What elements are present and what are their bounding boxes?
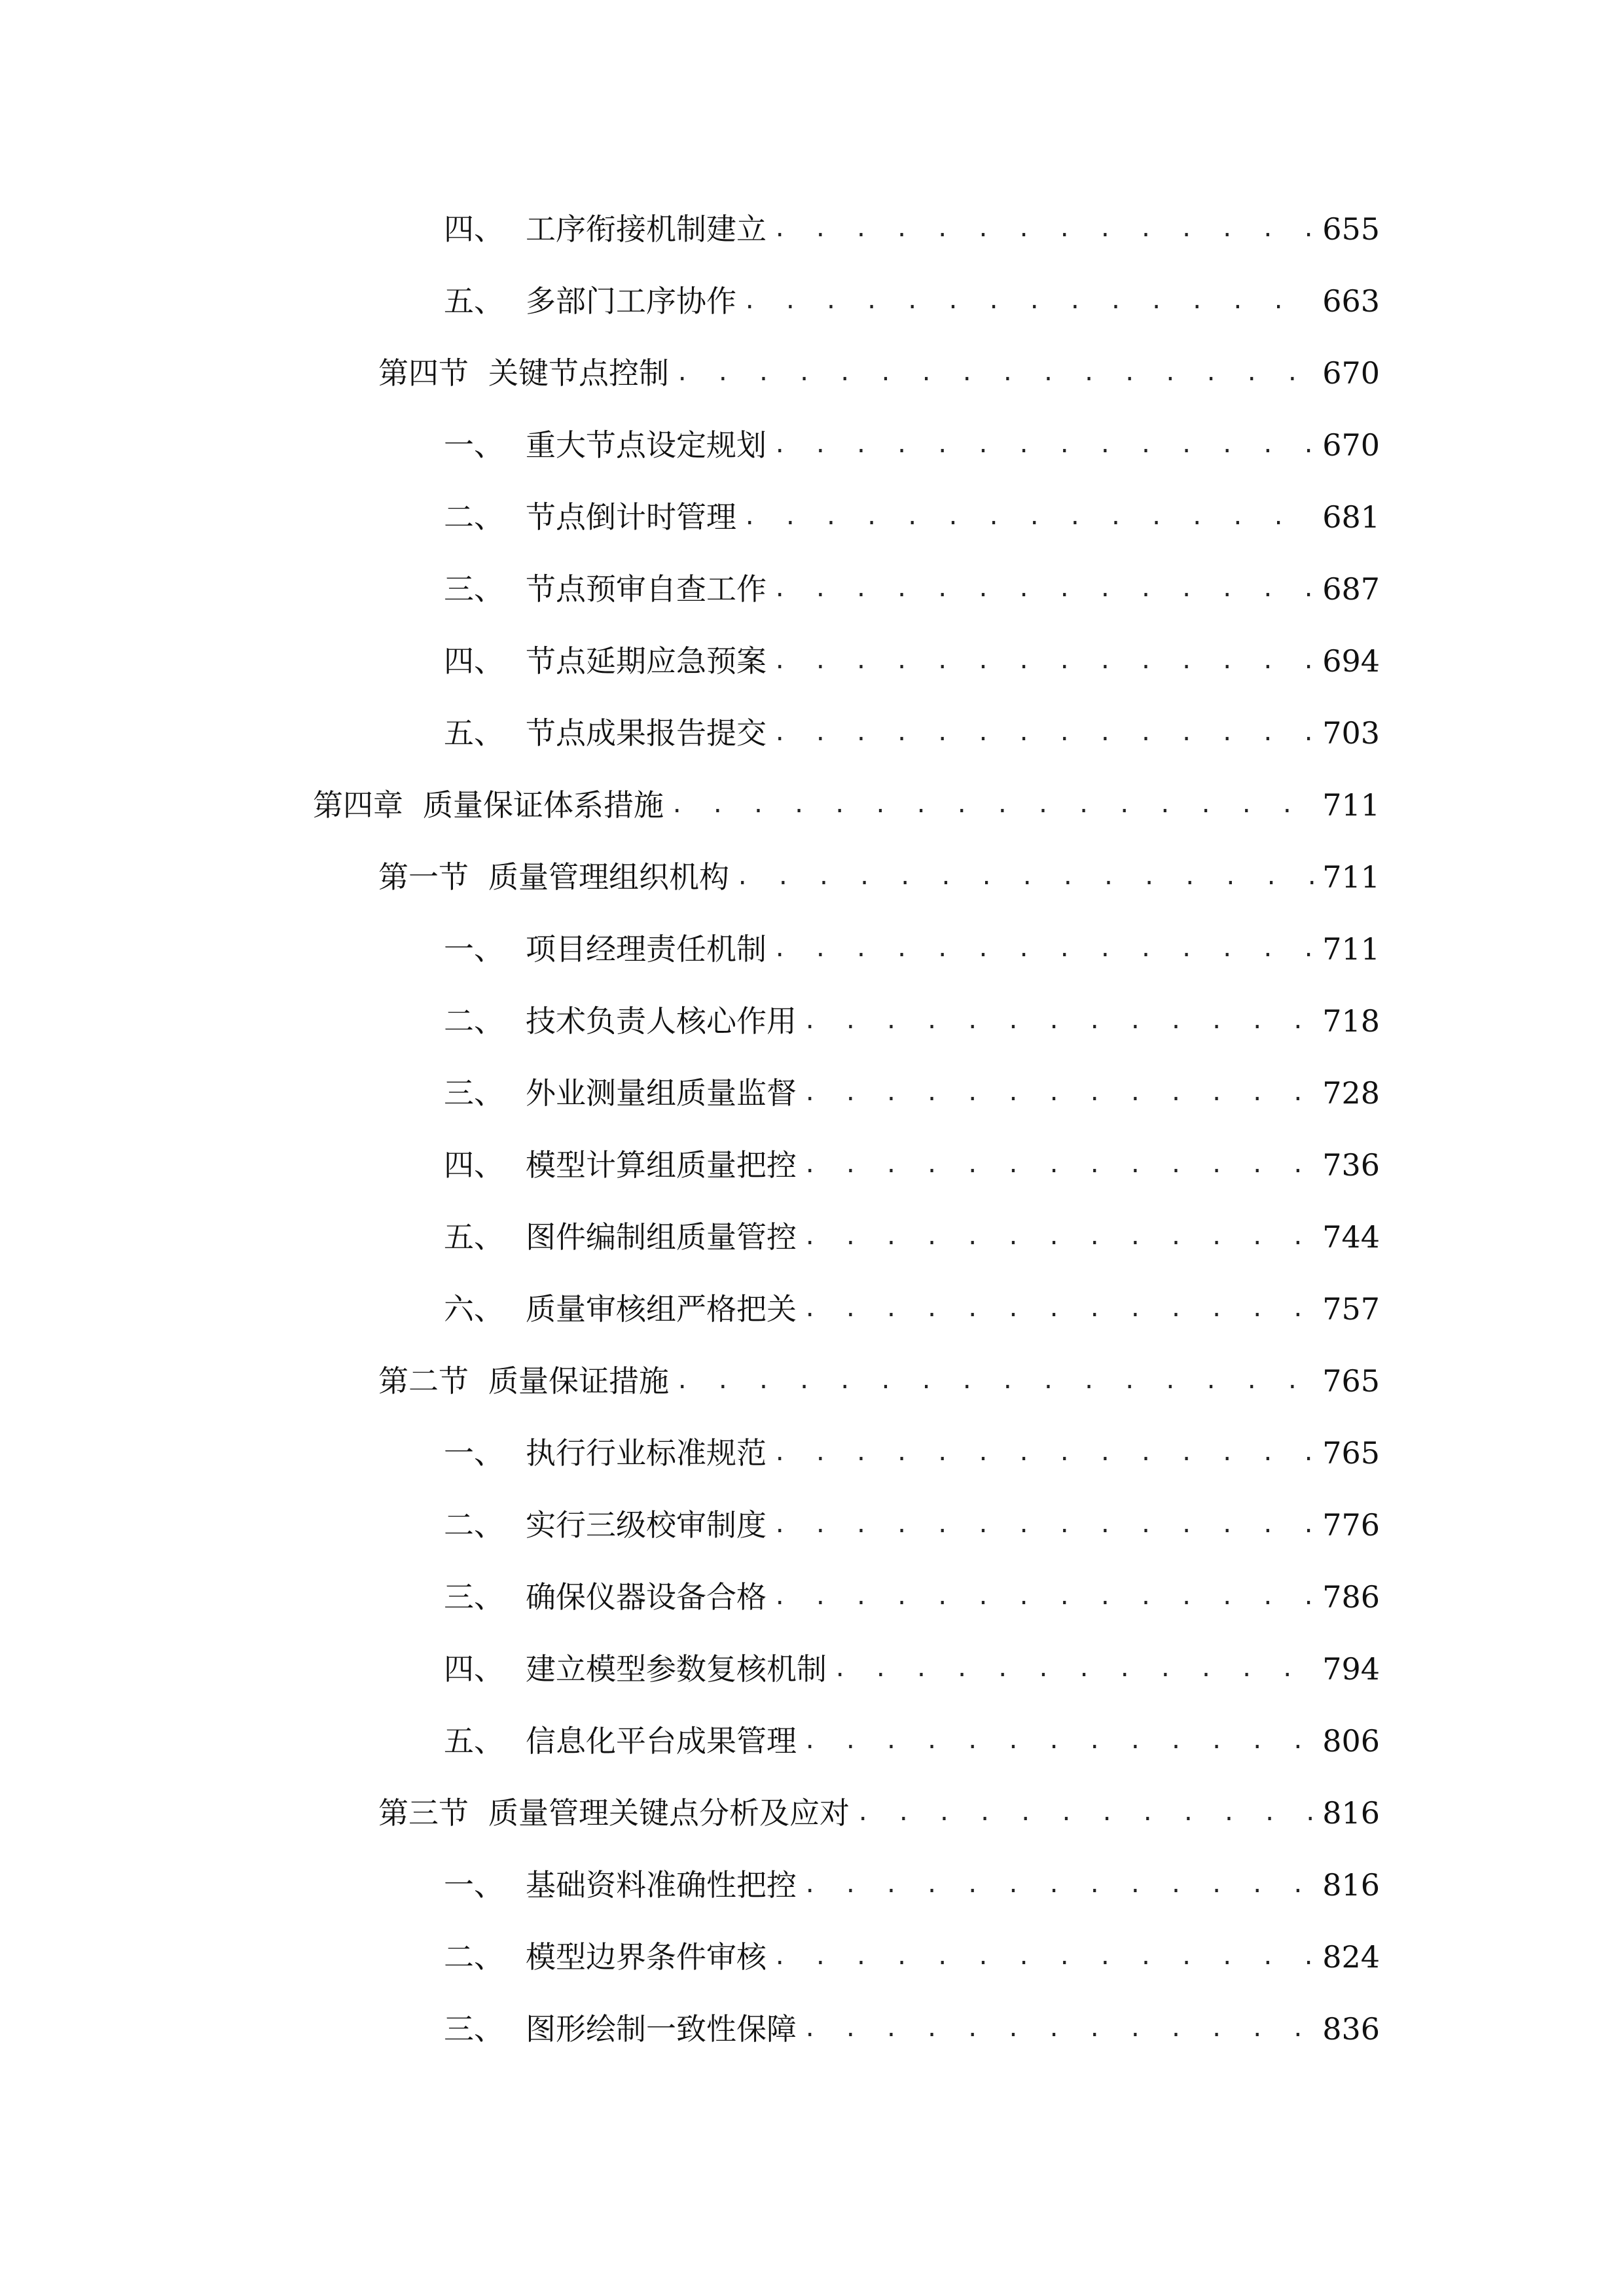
toc-entry[interactable] (378, 1355, 1380, 1407)
toc-page-number: 765 (1322, 1363, 1380, 1399)
toc-dot-leader (803, 1859, 1314, 1911)
toc-entry-title: 节点倒计时管理 (526, 499, 736, 535)
toc-entry-number: 三、 (444, 2011, 504, 2047)
toc-entry-number: 一、 (444, 931, 504, 967)
toc-entry-title: 执行行业标准规范 (526, 1435, 767, 1471)
toc-dot-leader (856, 1787, 1314, 1839)
toc-entry-number: 第四节 (378, 355, 469, 391)
toc-page-number: 711 (1322, 787, 1380, 823)
toc-page-number: 824 (1322, 1939, 1380, 1975)
toc-entry-title: 图形绘制一致性保障 (526, 2011, 797, 2047)
toc-page-number: 794 (1322, 1651, 1380, 1687)
toc-entry-title: 外业测量组质量监督 (526, 1075, 797, 1111)
toc-dot-leader (773, 1571, 1314, 1623)
toc-entry[interactable] (444, 923, 1380, 975)
toc-page-number: 663 (1322, 283, 1380, 319)
toc-entry-title: 工序衔接机制建立 (526, 211, 767, 247)
toc-entry-title: 技术负责人核心作用 (526, 1003, 797, 1039)
toc-page-number: 776 (1322, 1507, 1380, 1543)
toc-entry-number: 第一节 (378, 859, 469, 895)
toc-entry[interactable] (444, 1211, 1380, 1263)
toc-page-number: 765 (1322, 1435, 1380, 1471)
toc-entry-title: 重大节点设定规划 (526, 427, 767, 463)
toc-page-number: 687 (1322, 571, 1380, 607)
toc-entry[interactable] (444, 419, 1380, 471)
toc-entry[interactable] (444, 1139, 1380, 1191)
toc-dot-leader (670, 779, 1314, 831)
toc-entry-title: 节点预审自查工作 (526, 571, 767, 607)
toc-entry-number: 二、 (444, 1003, 504, 1039)
toc-page-number: 816 (1322, 1867, 1380, 1903)
toc-entry-number: 二、 (444, 499, 504, 535)
toc-entry[interactable] (444, 491, 1380, 543)
toc-page-number: 681 (1322, 499, 1380, 535)
toc-entry-title: 质量保证体系措施 (423, 787, 664, 823)
toc-dot-leader (773, 1499, 1314, 1551)
toc-entry[interactable] (444, 635, 1380, 687)
toc-entry[interactable] (444, 1643, 1380, 1695)
toc-page-number: 757 (1322, 1291, 1380, 1327)
toc-entry-title: 模型计算组质量把控 (526, 1147, 797, 1183)
toc-entry-number: 二、 (444, 1507, 504, 1543)
toc-dot-leader (676, 1355, 1314, 1407)
toc-entry-title: 质量审核组严格把关 (526, 1291, 797, 1327)
toc-entry-number: 第三节 (378, 1795, 469, 1831)
toc-entry-number: 四、 (444, 211, 504, 247)
toc-page-number: 694 (1322, 643, 1380, 679)
toc-dot-leader (773, 419, 1314, 471)
toc-dot-leader (803, 2003, 1314, 2055)
toc-dot-leader (773, 1427, 1314, 1479)
toc-dot-leader (803, 995, 1314, 1047)
toc-entry-number: 第四章 (313, 787, 403, 823)
toc-entry-number: 三、 (444, 1579, 504, 1615)
toc-page-number: 736 (1322, 1147, 1380, 1183)
toc-dot-leader (803, 1211, 1314, 1263)
toc-dot-leader (773, 203, 1314, 255)
toc-entry[interactable] (313, 779, 1380, 831)
toc-dot-leader (743, 275, 1314, 327)
toc-page-number: 670 (1322, 355, 1380, 391)
toc-dot-leader (676, 347, 1314, 399)
toc-dot-leader (773, 923, 1314, 975)
toc-entry-title: 质量保证措施 (488, 1363, 669, 1399)
toc-entry-number: 三、 (444, 571, 504, 607)
toc-entry[interactable] (444, 1499, 1380, 1551)
toc-entry-title: 基础资料准确性把控 (526, 1867, 797, 1903)
toc-dot-leader (773, 635, 1314, 687)
toc-page-number: 703 (1322, 715, 1380, 751)
toc-entry-number: 五、 (444, 1219, 504, 1255)
toc-entry-number: 三、 (444, 1075, 504, 1111)
toc-dot-leader (773, 563, 1314, 615)
toc-page-number: 728 (1322, 1075, 1380, 1111)
toc-entry-title: 关键节点控制 (488, 355, 669, 391)
toc-entry-number: 一、 (444, 1435, 504, 1471)
toc-dot-leader (803, 1283, 1314, 1335)
toc-entry[interactable] (444, 1859, 1380, 1911)
toc-entry-number: 第二节 (378, 1363, 469, 1399)
toc-entry[interactable] (378, 1787, 1380, 1839)
toc-entry-title: 质量管理组织机构 (488, 859, 729, 895)
toc-dot-leader (833, 1643, 1314, 1695)
toc-entry[interactable] (444, 2003, 1380, 2055)
toc-page-number: 718 (1322, 1003, 1380, 1039)
toc-entry-title: 图件编制组质量管控 (526, 1219, 797, 1255)
toc-page-number: 711 (1322, 859, 1380, 895)
toc-entry-title: 节点成果报告提交 (526, 715, 767, 751)
toc-entry-title: 信息化平台成果管理 (526, 1723, 797, 1759)
toc-page-number: 786 (1322, 1579, 1380, 1615)
toc-entry-number: 一、 (444, 427, 504, 463)
toc-entry-number: 五、 (444, 1723, 504, 1759)
toc-entry[interactable] (378, 347, 1380, 399)
toc-entry[interactable] (444, 1931, 1380, 1983)
toc-entry-title: 建立模型参数复核机制 (526, 1651, 827, 1687)
toc-entry-title: 确保仪器设备合格 (526, 1579, 767, 1615)
toc-page-number: 670 (1322, 427, 1380, 463)
toc-entry[interactable] (444, 203, 1380, 255)
toc-page-number: 744 (1322, 1219, 1380, 1255)
toc-entry[interactable] (444, 1571, 1380, 1623)
toc-entry-number: 四、 (444, 643, 504, 679)
toc-entry[interactable] (444, 563, 1380, 615)
toc-entry[interactable] (378, 851, 1380, 903)
toc-entry[interactable] (444, 707, 1380, 759)
toc-entry-number: 五、 (444, 283, 504, 319)
toc-entry-number: 二、 (444, 1939, 504, 1975)
toc-dot-leader (736, 851, 1314, 903)
toc-entry[interactable] (444, 1067, 1380, 1119)
toc-dot-leader (803, 1139, 1314, 1191)
toc-entry-number: 四、 (444, 1651, 504, 1687)
toc-entry-title: 多部门工序协作 (526, 283, 736, 319)
toc-entry[interactable] (444, 1427, 1380, 1479)
toc-dot-leader (803, 1715, 1314, 1767)
toc-entry[interactable] (444, 1715, 1380, 1767)
toc-entry-title: 实行三级校审制度 (526, 1507, 767, 1543)
toc-entry-title: 项目经理责任机制 (526, 931, 767, 967)
toc-entry[interactable] (444, 275, 1380, 327)
toc-entry-number: 一、 (444, 1867, 504, 1903)
toc-dot-leader (773, 1931, 1314, 1983)
toc-page-number: 711 (1322, 931, 1380, 967)
toc-entry-number: 五、 (444, 715, 504, 751)
toc-page-number: 806 (1322, 1723, 1380, 1759)
toc-page-number: 816 (1322, 1795, 1380, 1831)
toc-entry-title: 模型边界条件审核 (526, 1939, 767, 1975)
toc-dot-leader (773, 707, 1314, 759)
toc-entry-number: 六、 (444, 1291, 504, 1327)
toc-dot-leader (743, 491, 1314, 543)
toc-dot-leader (803, 1067, 1314, 1119)
toc-entry-number: 四、 (444, 1147, 504, 1183)
toc-page-number: 655 (1322, 211, 1380, 247)
toc-entry[interactable] (444, 995, 1380, 1047)
toc-entry[interactable] (444, 1283, 1380, 1335)
toc-entry-title: 质量管理关键点分析及应对 (488, 1795, 850, 1831)
toc-page-number: 836 (1322, 2011, 1380, 2047)
toc-entry-title: 节点延期应急预案 (526, 643, 767, 679)
